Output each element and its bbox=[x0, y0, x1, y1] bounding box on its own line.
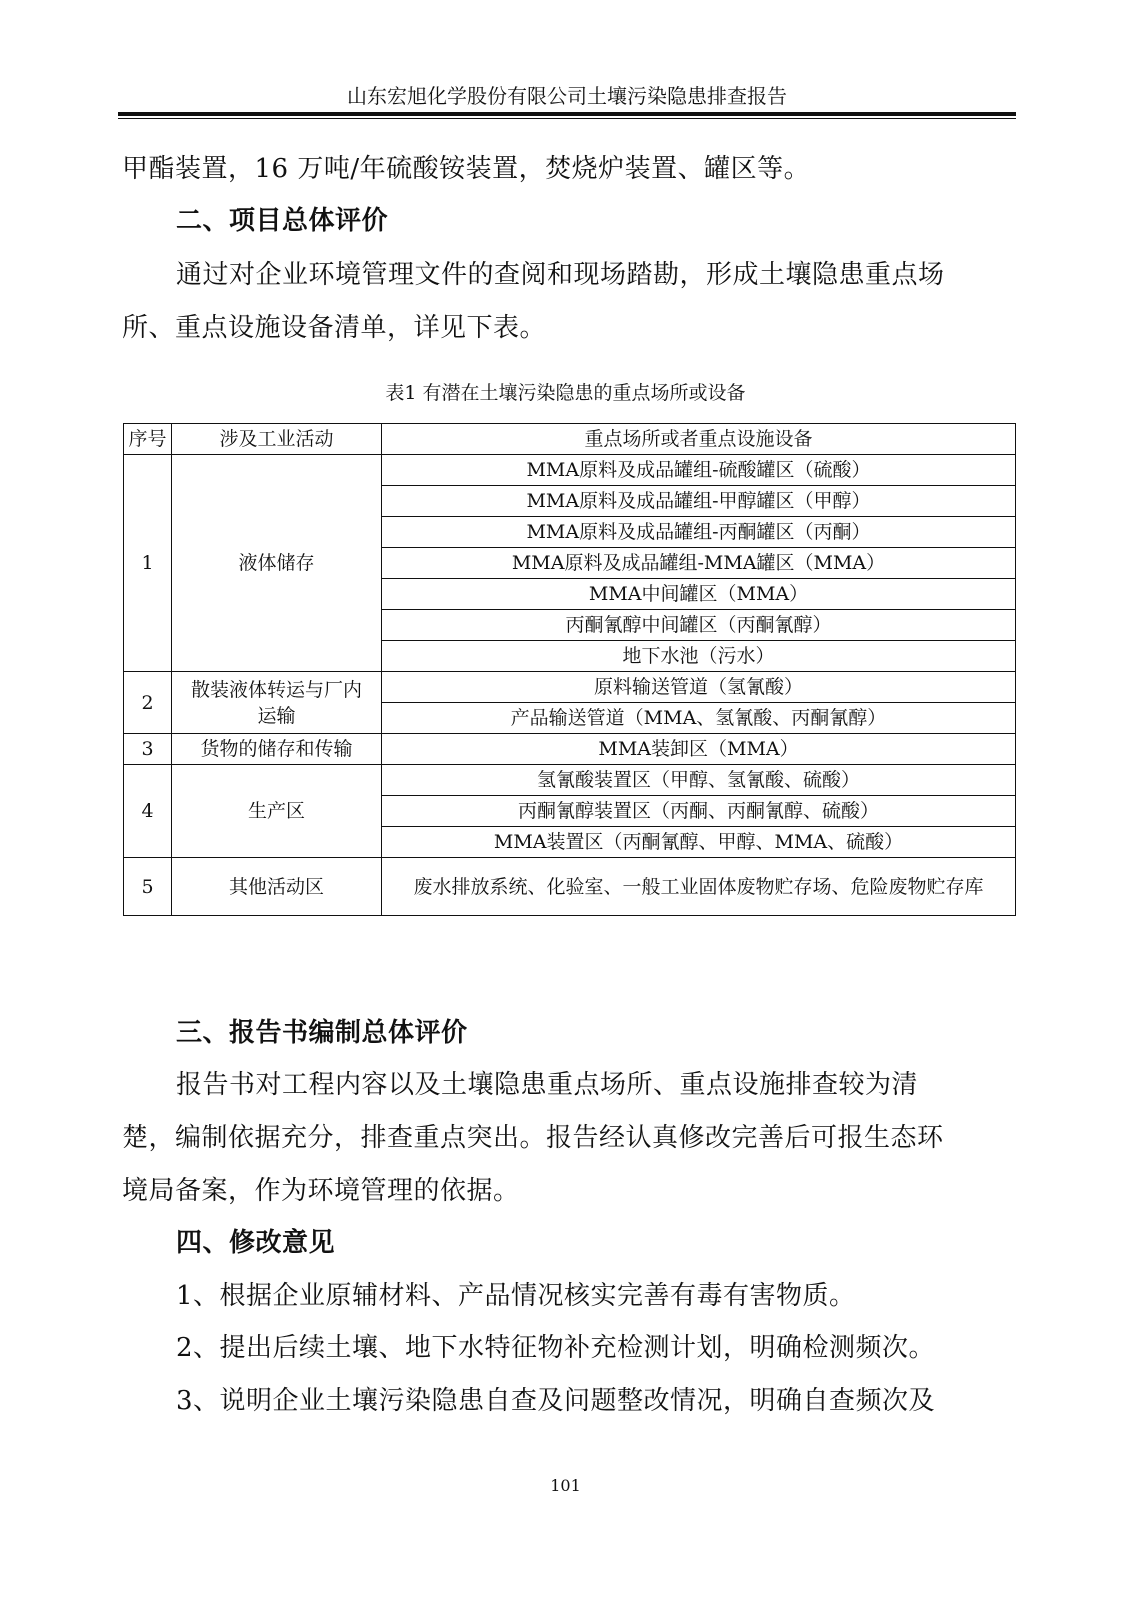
col-header-activity: 涉及工业活动 bbox=[172, 424, 382, 455]
facility-cell: 地下水池（污水） bbox=[382, 641, 1016, 672]
activity-cell: 液体储存 bbox=[172, 455, 382, 672]
row-number: 1 bbox=[124, 455, 172, 672]
facility-cell: 丙酮氰醇中间罐区（丙酮氰醇） bbox=[382, 610, 1016, 641]
facility-cell: 产品输送管道（MMA、氢氰酸、丙酮氰醇） bbox=[382, 703, 1016, 734]
facility-cell: MMA原料及成品罐组-MMA罐区（MMA） bbox=[382, 548, 1016, 579]
table-header-row bbox=[124, 424, 1016, 455]
facility-cell: MMA装卸区（MMA） bbox=[382, 734, 1016, 765]
list-item: 3、说明企业土壤污染隐患自查及问题整改情况，明确自查频次及 bbox=[176, 1386, 936, 1416]
row-number: 4 bbox=[124, 765, 172, 858]
hazard-table bbox=[123, 423, 1016, 916]
activity-cell: 货物的储存和传输 bbox=[172, 734, 382, 765]
facility-cell: 氢氰酸装置区（甲醇、氢氰酸、硫酸） bbox=[382, 765, 1016, 796]
row-number: 5 bbox=[124, 858, 172, 916]
table-row bbox=[124, 455, 1016, 486]
paragraph-line: 甲酯装置，16 万吨/年硫酸铵装置，焚烧炉装置、罐区等。 bbox=[122, 154, 811, 184]
section-heading-3: 三、报告书编制总体评价 bbox=[176, 1018, 468, 1048]
facility-cell: 丙酮氰醇装置区（丙酮、丙酮氰醇、硫酸） bbox=[382, 796, 1016, 827]
activity-cell: 其他活动区 bbox=[172, 858, 382, 916]
table-caption: 表1 有潜在土壤污染隐患的重点场所或设备 bbox=[385, 382, 746, 404]
page-number: 101 bbox=[550, 1476, 581, 1495]
col-header-no: 序号 bbox=[124, 424, 172, 455]
facility-cell: 原料输送管道（氢氰酸） bbox=[382, 672, 1016, 703]
col-header-facility: 重点场所或者重点设施设备 bbox=[382, 424, 1016, 455]
activity-cell: 生产区 bbox=[172, 765, 382, 858]
table-row bbox=[124, 858, 1016, 916]
paragraph-line: 楚，编制依据充分，排查重点突出。报告经认真修改完善后可报生态环 bbox=[122, 1123, 944, 1153]
facility-cell: MMA原料及成品罐组-丙酮罐区（丙酮） bbox=[382, 517, 1016, 548]
facility-cell: MMA原料及成品罐组-甲醇罐区（甲醇） bbox=[382, 486, 1016, 517]
facility-cell: MMA中间罐区（MMA） bbox=[382, 579, 1016, 610]
list-item: 1、根据企业原辅材料、产品情况核实完善有毒有害物质。 bbox=[176, 1281, 856, 1311]
facility-cell: MMA原料及成品罐组-硫酸罐区（硫酸） bbox=[382, 455, 1016, 486]
activity-cell: 散装液体转运与厂内运输 bbox=[172, 672, 382, 734]
facility-cell: 废水排放系统、化验室、一般工业固体废物贮存场、危险废物贮存库 bbox=[382, 858, 1016, 916]
paragraph-line: 通过对企业环境管理文件的查阅和现场踏勘，形成土壤隐患重点场 bbox=[176, 260, 945, 290]
paragraph-line: 所、重点设施设备清单，详见下表。 bbox=[122, 313, 547, 343]
table-row bbox=[124, 672, 1016, 703]
header-rule-thick bbox=[118, 112, 1016, 116]
section-heading-4: 四、修改意见 bbox=[176, 1228, 336, 1258]
table-row bbox=[124, 765, 1016, 796]
section-heading-2: 二、项目总体评价 bbox=[176, 206, 389, 236]
page-header: 山东宏旭化学股份有限公司土壤污染隐患排查报告 bbox=[347, 84, 787, 108]
table-row bbox=[124, 734, 1016, 765]
row-number: 3 bbox=[124, 734, 172, 765]
paragraph-line: 境局备案，作为环境管理的依据。 bbox=[122, 1176, 520, 1206]
paragraph-line: 报告书对工程内容以及土壤隐患重点场所、重点设施排查较为清 bbox=[176, 1070, 919, 1100]
list-item: 2、提出后续土壤、地下水特征物补充检测计划，明确检测频次。 bbox=[176, 1333, 936, 1363]
facility-cell: MMA装置区（丙酮氰醇、甲醇、MMA、硫酸） bbox=[382, 827, 1016, 858]
header-rule-thin bbox=[118, 118, 1016, 119]
row-number: 2 bbox=[124, 672, 172, 734]
